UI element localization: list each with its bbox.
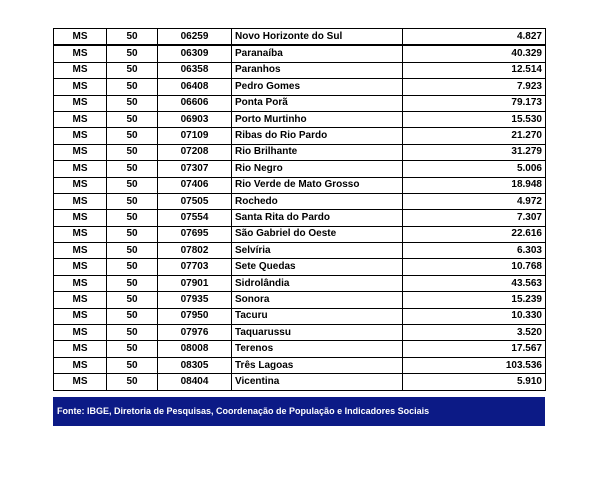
table-row bbox=[54, 45, 546, 62]
state-code-cell: 50 bbox=[107, 45, 158, 62]
state-cell: MS bbox=[54, 357, 107, 373]
municipality-name-cell: Rio Brilhante bbox=[232, 144, 403, 160]
state-cell: MS bbox=[54, 275, 107, 291]
municipality-name-cell: Paranhos bbox=[232, 62, 403, 78]
state-cell: MS bbox=[54, 29, 107, 46]
municipality-name-cell: Três Lagoas bbox=[232, 357, 403, 373]
municipality-code-cell: 06259 bbox=[158, 29, 232, 46]
municipality-code-cell: 07505 bbox=[158, 193, 232, 209]
state-code-cell: 50 bbox=[107, 210, 158, 226]
state-cell: MS bbox=[54, 161, 107, 177]
population-cell: 3.520 bbox=[403, 325, 546, 341]
source-footer bbox=[53, 397, 545, 426]
state-code-cell: 50 bbox=[107, 341, 158, 357]
municipality-name-cell: Vicentina bbox=[232, 374, 403, 390]
population-cell: 103.536 bbox=[403, 357, 546, 373]
municipality-name-cell: Paranaíba bbox=[232, 45, 403, 62]
municipality-code-cell: 06309 bbox=[158, 45, 232, 62]
population-cell: 22.616 bbox=[403, 226, 546, 242]
municipality-code-cell: 08305 bbox=[158, 357, 232, 373]
population-cell: 6.303 bbox=[403, 243, 546, 259]
municipality-name-cell: Taquarussu bbox=[232, 325, 403, 341]
state-code-cell: 50 bbox=[107, 259, 158, 275]
population-cell: 4.827 bbox=[403, 29, 546, 46]
table-row bbox=[54, 95, 546, 111]
municipality-name-cell: Sidrolândia bbox=[232, 275, 403, 291]
table-row bbox=[54, 210, 546, 226]
population-cell: 18.948 bbox=[403, 177, 546, 193]
state-code-cell: 50 bbox=[107, 374, 158, 390]
municipality-code-cell: 07950 bbox=[158, 308, 232, 324]
state-code-cell: 50 bbox=[107, 29, 158, 46]
table-row bbox=[54, 374, 546, 390]
state-cell: MS bbox=[54, 226, 107, 242]
municipality-name-cell: Rio Negro bbox=[232, 161, 403, 177]
state-cell: MS bbox=[54, 308, 107, 324]
municipality-name-cell: Ponta Porã bbox=[232, 95, 403, 111]
municipality-name-cell: Terenos bbox=[232, 341, 403, 357]
municipality-code-cell: 06606 bbox=[158, 95, 232, 111]
population-cell: 21.270 bbox=[403, 128, 546, 144]
state-code-cell: 50 bbox=[107, 161, 158, 177]
municipality-code-cell: 07307 bbox=[158, 161, 232, 177]
population-cell: 7.307 bbox=[403, 210, 546, 226]
state-cell: MS bbox=[54, 374, 107, 390]
municipality-code-cell: 07901 bbox=[158, 275, 232, 291]
population-cell: 31.279 bbox=[403, 144, 546, 160]
table-row bbox=[54, 292, 546, 308]
table-row bbox=[54, 275, 546, 291]
municipality-code-cell: 07109 bbox=[158, 128, 232, 144]
municipality-name-cell: Sonora bbox=[232, 292, 403, 308]
table-row bbox=[54, 177, 546, 193]
municipality-code-cell: 07695 bbox=[158, 226, 232, 242]
municipality-name-cell: Tacuru bbox=[232, 308, 403, 324]
state-cell: MS bbox=[54, 111, 107, 127]
municipality-code-cell: 07976 bbox=[158, 325, 232, 341]
table-row bbox=[54, 161, 546, 177]
state-code-cell: 50 bbox=[107, 95, 158, 111]
table-row bbox=[54, 79, 546, 95]
state-code-cell: 50 bbox=[107, 275, 158, 291]
state-cell: MS bbox=[54, 341, 107, 357]
state-cell: MS bbox=[54, 177, 107, 193]
population-cell: 5.006 bbox=[403, 161, 546, 177]
state-code-cell: 50 bbox=[107, 292, 158, 308]
state-code-cell: 50 bbox=[107, 79, 158, 95]
state-cell: MS bbox=[54, 193, 107, 209]
population-cell: 15.530 bbox=[403, 111, 546, 127]
population-cell: 10.330 bbox=[403, 308, 546, 324]
state-code-cell: 50 bbox=[107, 357, 158, 373]
table-row bbox=[54, 29, 546, 46]
municipality-name-cell: Porto Murtinho bbox=[232, 111, 403, 127]
municipality-code-cell: 07406 bbox=[158, 177, 232, 193]
state-cell: MS bbox=[54, 243, 107, 259]
state-code-cell: 50 bbox=[107, 226, 158, 242]
population-cell: 17.567 bbox=[403, 341, 546, 357]
population-cell: 4.972 bbox=[403, 193, 546, 209]
municipality-name-cell: Pedro Gomes bbox=[232, 79, 403, 95]
table-body bbox=[54, 29, 546, 391]
municipality-code-cell: 06408 bbox=[158, 79, 232, 95]
table-row bbox=[54, 259, 546, 275]
municipality-code-cell: 07208 bbox=[158, 144, 232, 160]
state-code-cell: 50 bbox=[107, 177, 158, 193]
table-row bbox=[54, 341, 546, 357]
population-cell: 79.173 bbox=[403, 95, 546, 111]
table-row bbox=[54, 226, 546, 242]
state-cell: MS bbox=[54, 45, 107, 62]
population-cell: 15.239 bbox=[403, 292, 546, 308]
table-row bbox=[54, 308, 546, 324]
municipality-code-cell: 06903 bbox=[158, 111, 232, 127]
state-code-cell: 50 bbox=[107, 308, 158, 324]
municipality-name-cell: São Gabriel do Oeste bbox=[232, 226, 403, 242]
state-code-cell: 50 bbox=[107, 193, 158, 209]
municipality-name-cell: Rio Verde de Mato Grosso bbox=[232, 177, 403, 193]
municipality-code-cell: 06358 bbox=[158, 62, 232, 78]
municipality-name-cell: Santa Rita do Pardo bbox=[232, 210, 403, 226]
state-cell: MS bbox=[54, 79, 107, 95]
table-row bbox=[54, 193, 546, 209]
state-cell: MS bbox=[54, 128, 107, 144]
municipality-code-cell: 07703 bbox=[158, 259, 232, 275]
table-row bbox=[54, 144, 546, 160]
state-code-cell: 50 bbox=[107, 144, 158, 160]
state-cell: MS bbox=[54, 210, 107, 226]
municipality-name-cell: Sete Quedas bbox=[232, 259, 403, 275]
state-cell: MS bbox=[54, 144, 107, 160]
state-code-cell: 50 bbox=[107, 325, 158, 341]
state-cell: MS bbox=[54, 325, 107, 341]
state-code-cell: 50 bbox=[107, 128, 158, 144]
state-code-cell: 50 bbox=[107, 243, 158, 259]
source-note: Fonte: IBGE, Diretoria de Pesquisas, Coordenação de População e Indicadores Sociais bbox=[57, 406, 430, 416]
state-cell: MS bbox=[54, 62, 107, 78]
table-row bbox=[54, 243, 546, 259]
table-row bbox=[54, 111, 546, 127]
municipality-code-cell: 07802 bbox=[158, 243, 232, 259]
state-cell: MS bbox=[54, 95, 107, 111]
state-cell: MS bbox=[54, 259, 107, 275]
state-code-cell: 50 bbox=[107, 62, 158, 78]
table-row bbox=[54, 128, 546, 144]
population-cell: 7.923 bbox=[403, 79, 546, 95]
state-code-cell: 50 bbox=[107, 111, 158, 127]
population-cell: 40.329 bbox=[403, 45, 546, 62]
municipality-code-cell: 07935 bbox=[158, 292, 232, 308]
table-row bbox=[54, 325, 546, 341]
state-cell: MS bbox=[54, 292, 107, 308]
municipality-name-cell: Novo Horizonte do Sul bbox=[232, 29, 403, 46]
municipality-name-cell: Selvíria bbox=[232, 243, 403, 259]
table-row bbox=[54, 62, 546, 78]
municipality-name-cell: Ribas do Rio Pardo bbox=[232, 128, 403, 144]
table-row bbox=[54, 357, 546, 373]
population-cell: 43.563 bbox=[403, 275, 546, 291]
municipality-code-cell: 08008 bbox=[158, 341, 232, 357]
population-table bbox=[53, 28, 546, 391]
municipality-code-cell: 08404 bbox=[158, 374, 232, 390]
municipality-code-cell: 07554 bbox=[158, 210, 232, 226]
population-cell: 12.514 bbox=[403, 62, 546, 78]
population-cell: 10.768 bbox=[403, 259, 546, 275]
municipality-name-cell: Rochedo bbox=[232, 193, 403, 209]
population-cell: 5.910 bbox=[403, 374, 546, 390]
